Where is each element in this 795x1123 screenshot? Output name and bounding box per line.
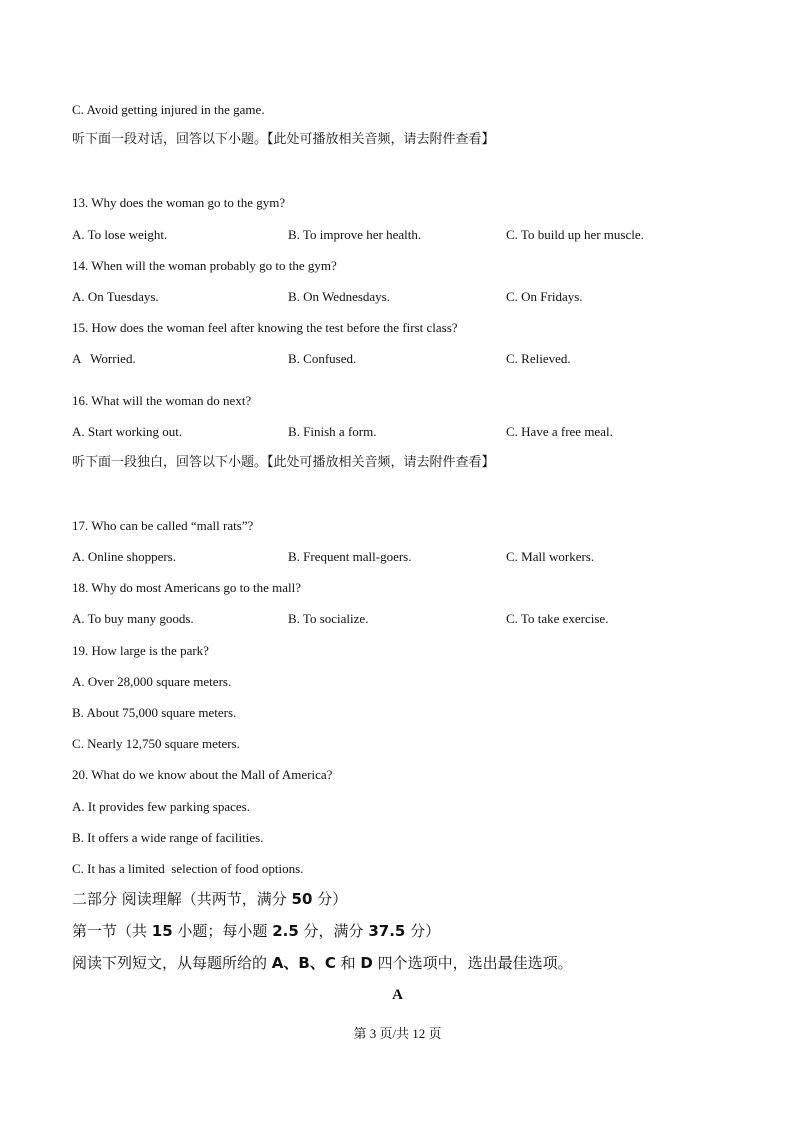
option-c: C. It has a limited selection of food options. xyxy=(72,861,304,876)
option-c: C. To build up her muscle. xyxy=(506,227,644,242)
instruction-monologue: 听下面一段独白，回答以下小题。【此处可播放相关音频，请去附件查看】 xyxy=(72,455,495,470)
part2-title-score: 50 xyxy=(291,890,313,908)
option-a: A. On Tuesdays. xyxy=(72,289,159,304)
option-a: A. Over 28,000 square meters. xyxy=(72,674,232,689)
section1-pre: 第一节（共 xyxy=(72,922,152,940)
option-b: B. To improve her health. xyxy=(288,227,422,242)
question-stem: 19. How large is the park? xyxy=(72,643,209,658)
option-b: B. About 75,000 square meters. xyxy=(72,705,237,720)
section1-count: 15 xyxy=(151,922,173,940)
reading-instruction-pre: 阅读下列短文，从每题所给的 xyxy=(72,954,272,972)
part2-title-pre: 二部分 阅读理解（共两节，满分 xyxy=(72,890,292,908)
part2-title-post: 分） xyxy=(312,890,348,908)
page-footer: 第 3 页/共 12 页 xyxy=(353,1026,442,1041)
question-stem: 17. Who can be called “mall rats”? xyxy=(72,518,254,533)
reading-instruction xyxy=(72,954,573,972)
question-stem: 16. What will the woman do next? xyxy=(72,393,252,408)
option-a: A Worried. xyxy=(72,351,136,366)
question-stem: 20. What do we know about the Mall of America? xyxy=(72,767,333,782)
reading-instruction-post: 四个选项中，选出最佳选项。 xyxy=(372,954,573,972)
reading-instruction-letters: A、B、C xyxy=(271,954,336,972)
option-b: B. To socialize. xyxy=(288,611,369,626)
section1-mid1: 小题；每小题 xyxy=(172,922,273,940)
option-b: B. Finish a form. xyxy=(288,424,377,439)
option-a: A. Online shoppers. xyxy=(72,549,176,564)
reading-instruction-he: 和 xyxy=(335,954,361,972)
passage-label: A xyxy=(392,987,403,1003)
option-b: B. On Wednesdays. xyxy=(288,289,390,304)
reading-instruction-d: D xyxy=(360,954,373,972)
option-a: A. To lose weight. xyxy=(72,227,168,242)
option-a: A. It provides few parking spaces. xyxy=(72,799,250,814)
option-c: C. To take exercise. xyxy=(506,611,609,626)
question-stem: 15. How does the woman feel after knowing the test before the first class? xyxy=(72,320,458,335)
question-stem: 18. Why do most Americans go to the mall? xyxy=(72,580,302,595)
line-q12-option-c: C. Avoid getting injured in the game. xyxy=(72,102,265,117)
option-b: B. Confused. xyxy=(288,351,357,366)
option-b: B. Frequent mall-goers. xyxy=(288,549,412,564)
option-a: A. To buy many goods. xyxy=(72,611,194,626)
option-a: A. Start working out. xyxy=(72,424,183,439)
option-c: C. On Fridays. xyxy=(506,289,583,304)
section1-mid2: 分，满分 xyxy=(298,922,369,940)
section1-total-score: 37.5 xyxy=(368,922,406,940)
section1-post: 分） xyxy=(405,922,441,940)
option-c: C. Have a free meal. xyxy=(506,424,613,439)
option-c: C. Mall workers. xyxy=(506,549,595,564)
section1-each-score: 2.5 xyxy=(272,922,299,940)
question-stem: 13. Why does the woman go to the gym? xyxy=(72,195,286,210)
option-c: C. Nearly 12,750 square meters. xyxy=(72,736,240,751)
option-c: C. Relieved. xyxy=(506,351,571,366)
question-stem: 14. When will the woman probably go to the gym? xyxy=(72,258,337,273)
instruction-dialogue: 听下面一段对话，回答以下小题。【此处可播放相关音频，请去附件查看】 xyxy=(72,132,495,147)
part2-title xyxy=(72,890,347,908)
option-b: B. It offers a wide range of facilities. xyxy=(72,830,264,845)
section1-title xyxy=(72,922,440,940)
